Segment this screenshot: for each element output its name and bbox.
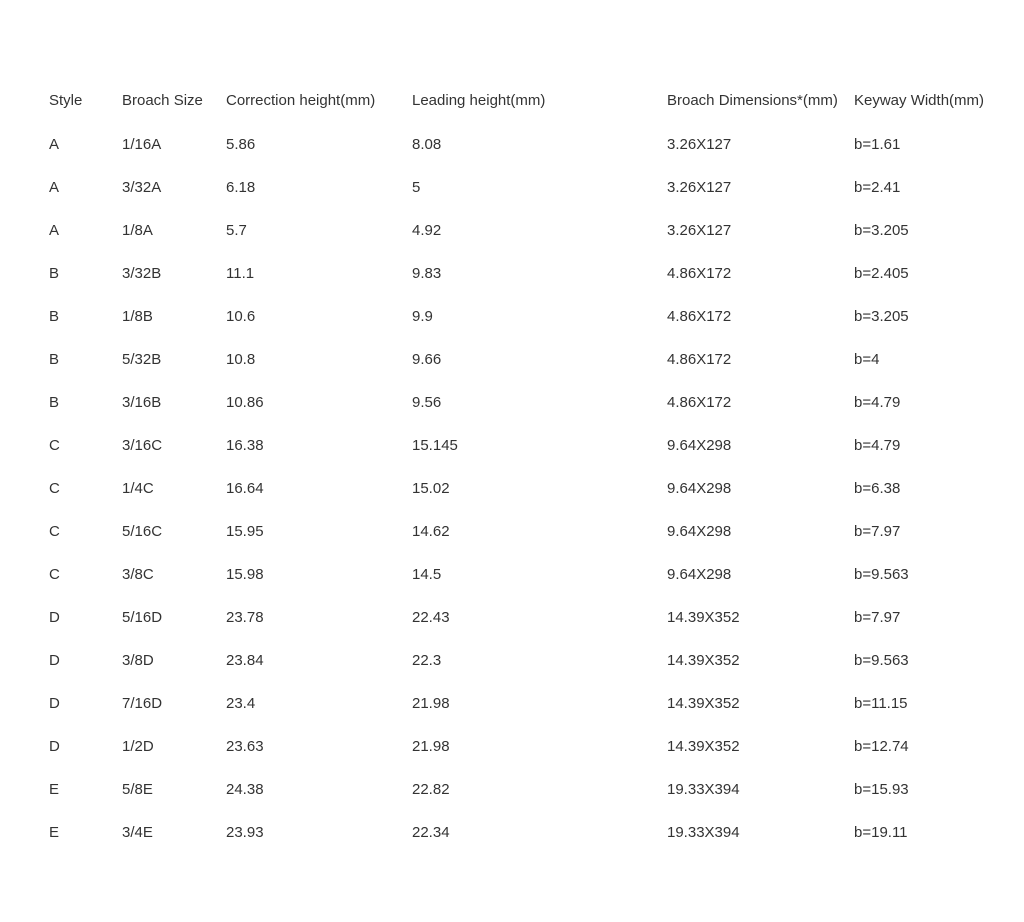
- cell-style: B: [49, 265, 60, 282]
- cell-leading-height: 9.66: [412, 351, 442, 368]
- cell-leading-height: 22.34: [412, 824, 450, 841]
- cell-leading-height: 22.43: [412, 609, 450, 626]
- cell-keyway-width: b=3.205: [854, 308, 909, 325]
- cell-correction-height: 24.38: [226, 781, 264, 798]
- cell-keyway-width: b=7.97: [854, 609, 901, 626]
- table-row: [0, 295, 1024, 338]
- cell-keyway-width: b=6.38: [854, 480, 901, 497]
- cell-broach-dimensions: 4.86X172: [667, 265, 732, 282]
- cell-broach-dimensions: 3.26X127: [667, 179, 732, 196]
- table-row: [0, 252, 1024, 295]
- cell-leading-height: 22.82: [412, 781, 450, 798]
- cell-correction-height: 5.7: [226, 222, 247, 239]
- header-style: Style: [49, 92, 83, 109]
- header-correction-height: Correction height(mm): [226, 92, 376, 109]
- cell-keyway-width: b=9.563: [854, 652, 909, 669]
- cell-leading-height: 9.56: [412, 394, 442, 411]
- cell-broach-size: 7/16D: [122, 695, 163, 712]
- cell-broach-size: 3/4E: [122, 824, 153, 841]
- cell-broach-dimensions: 3.26X127: [667, 136, 732, 153]
- broach-spec-table: [0, 78, 1024, 854]
- cell-leading-height: 15.145: [412, 437, 458, 454]
- header-broach-size: Broach Size: [122, 92, 203, 109]
- table-row: [0, 424, 1024, 467]
- cell-style: A: [49, 222, 60, 239]
- header-leading-height: Leading height(mm): [412, 92, 546, 109]
- cell-broach-size: 5/8E: [122, 781, 153, 798]
- cell-leading-height: 14.62: [412, 523, 450, 540]
- cell-correction-height: 6.18: [226, 179, 256, 196]
- cell-broach-dimensions: 14.39X352: [667, 609, 740, 626]
- table-row: [0, 596, 1024, 639]
- cell-style: E: [49, 824, 60, 841]
- table-row: [0, 725, 1024, 768]
- cell-leading-height: 9.9: [412, 308, 433, 325]
- cell-broach-dimensions: 4.86X172: [667, 351, 732, 368]
- cell-broach-size: 5/32B: [122, 351, 162, 368]
- table-row: [0, 510, 1024, 553]
- cell-correction-height: 23.84: [226, 652, 264, 669]
- cell-keyway-width: b=7.97: [854, 523, 901, 540]
- cell-broach-dimensions: 3.26X127: [667, 222, 732, 239]
- cell-style: D: [49, 738, 60, 755]
- cell-broach-size: 1/16A: [122, 136, 162, 153]
- cell-broach-size: 5/16C: [122, 523, 163, 540]
- cell-keyway-width: b=2.405: [854, 265, 909, 282]
- table-body: [0, 123, 1024, 854]
- table-row: [0, 123, 1024, 166]
- table-row: [0, 768, 1024, 811]
- cell-leading-height: 14.5: [412, 566, 442, 583]
- cell-leading-height: 22.3: [412, 652, 442, 669]
- table-row: [0, 338, 1024, 381]
- cell-style: B: [49, 394, 60, 411]
- cell-correction-height: 10.6: [226, 308, 256, 325]
- table-header-row: [0, 78, 1024, 123]
- cell-style: C: [49, 480, 60, 497]
- cell-broach-size: 1/4C: [122, 480, 154, 497]
- cell-keyway-width: b=4: [854, 351, 880, 368]
- table-row: [0, 639, 1024, 682]
- cell-keyway-width: b=12.74: [854, 738, 909, 755]
- cell-correction-height: 23.93: [226, 824, 264, 841]
- cell-broach-size: 1/8B: [122, 308, 153, 325]
- cell-keyway-width: b=11.15: [854, 695, 908, 712]
- table-row: [0, 381, 1024, 424]
- cell-broach-dimensions: 9.64X298: [667, 523, 732, 540]
- cell-style: A: [49, 136, 60, 153]
- cell-keyway-width: b=15.93: [854, 781, 909, 798]
- table-row: [0, 553, 1024, 596]
- header-keyway-width: Keyway Width(mm): [854, 92, 985, 109]
- cell-correction-height: 10.8: [226, 351, 256, 368]
- cell-correction-height: 15.95: [226, 523, 264, 540]
- cell-broach-dimensions: 4.86X172: [667, 308, 732, 325]
- cell-broach-dimensions: 9.64X298: [667, 480, 732, 497]
- cell-style: B: [49, 308, 60, 325]
- cell-correction-height: 16.38: [226, 437, 264, 454]
- cell-keyway-width: b=1.61: [854, 136, 901, 153]
- cell-keyway-width: b=3.205: [854, 222, 909, 239]
- table-row: [0, 467, 1024, 510]
- cell-broach-size: 3/32A: [122, 179, 162, 196]
- cell-broach-size: 5/16D: [122, 609, 163, 626]
- cell-broach-size: 3/8C: [122, 566, 154, 583]
- cell-style: D: [49, 609, 60, 626]
- cell-broach-size: 1/8A: [122, 222, 153, 239]
- cell-keyway-width: b=4.79: [854, 437, 901, 454]
- cell-broach-dimensions: 14.39X352: [667, 652, 740, 669]
- cell-leading-height: 15.02: [412, 480, 450, 497]
- header-broach-dimensions: Broach Dimensions*(mm): [667, 92, 838, 109]
- cell-style: C: [49, 437, 60, 454]
- table-row: [0, 682, 1024, 725]
- cell-broach-size: 3/16B: [122, 394, 162, 411]
- cell-style: C: [49, 523, 60, 540]
- cell-keyway-width: b=9.563: [854, 566, 909, 583]
- cell-style: D: [49, 695, 60, 712]
- cell-leading-height: 8.08: [412, 136, 442, 153]
- cell-style: D: [49, 652, 60, 669]
- cell-leading-height: 9.83: [412, 265, 442, 282]
- cell-leading-height: 5: [412, 179, 421, 196]
- cell-correction-height: 15.98: [226, 566, 264, 583]
- cell-style: A: [49, 179, 60, 196]
- cell-style: E: [49, 781, 60, 798]
- cell-correction-height: 16.64: [226, 480, 264, 497]
- cell-broach-dimensions: 4.86X172: [667, 394, 732, 411]
- cell-broach-dimensions: 14.39X352: [667, 695, 740, 712]
- cell-style: C: [49, 566, 60, 583]
- cell-broach-dimensions: 9.64X298: [667, 566, 732, 583]
- cell-leading-height: 21.98: [412, 695, 450, 712]
- cell-broach-dimensions: 19.33X394: [667, 824, 740, 841]
- cell-keyway-width: b=4.79: [854, 394, 901, 411]
- cell-correction-height: 5.86: [226, 136, 256, 153]
- table-row: [0, 166, 1024, 209]
- cell-broach-size: 1/2D: [122, 738, 154, 755]
- cell-broach-dimensions: 14.39X352: [667, 738, 740, 755]
- cell-broach-size: 3/16C: [122, 437, 163, 454]
- cell-leading-height: 21.98: [412, 738, 450, 755]
- table-row: [0, 209, 1024, 252]
- cell-broach-dimensions: 9.64X298: [667, 437, 732, 454]
- cell-style: B: [49, 351, 60, 368]
- cell-correction-height: 23.4: [226, 695, 256, 712]
- cell-correction-height: 23.63: [226, 738, 264, 755]
- cell-correction-height: 10.86: [226, 394, 264, 411]
- cell-correction-height: 11.1: [226, 265, 255, 282]
- cell-keyway-width: b=19.11: [854, 824, 908, 841]
- cell-correction-height: 23.78: [226, 609, 264, 626]
- cell-broach-size: 3/8D: [122, 652, 154, 669]
- cell-broach-size: 3/32B: [122, 265, 162, 282]
- cell-leading-height: 4.92: [412, 222, 442, 239]
- cell-keyway-width: b=2.41: [854, 179, 901, 196]
- table-row: [0, 811, 1024, 854]
- cell-broach-dimensions: 19.33X394: [667, 781, 740, 798]
